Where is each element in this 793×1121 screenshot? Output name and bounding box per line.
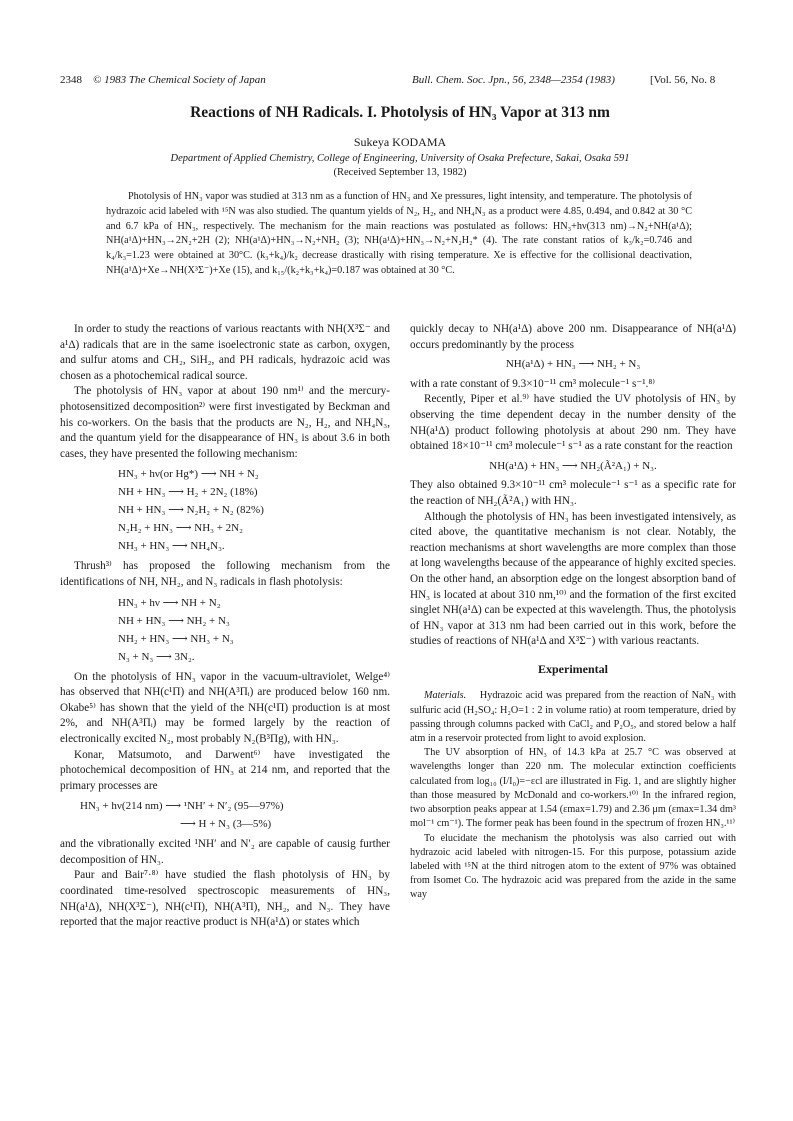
page-number: 2348 <box>60 74 82 86</box>
intro-paragraph-7: Paur and Bair⁷·⁸⁾ have studied the flash photolysis of HN₃ by coordinated time-resolved spectroscopic measurements of HN₃, NH(a¹Δ), NH(X³Σ⁻), NH(c¹Π), NH(A³Π), NH₂, and N₃. They have reported that the major reactive product is NH(a¹Δ) or states which <box>60 869 390 929</box>
volume-info: [Vol. 56, No. 8 <box>650 74 716 86</box>
paper-title: Reactions of NH Radicals. I. Photolysis of HN₃ Vapor at 313 nm <box>190 104 610 121</box>
equation: NH(a¹Δ) + HN₃ ⟶ NH₂ + N₃ <box>505 358 641 371</box>
equation: NH(a¹Δ) + HN₃ ⟶ NH₂(Ã²A₁) + N₃. <box>489 459 657 472</box>
materials-paragraph <box>410 689 736 746</box>
beckman-mechanism <box>60 465 390 555</box>
thrush-mechanism <box>60 594 390 666</box>
right-paragraph-3: Recently, Piper et al.⁹⁾ have studied the UV photolysis of HN₃ by observing the time dependent decay in the number density of the NH(a¹Δ) product following photolysis at about 290 nm. They have obtained 18×10⁻¹¹ cm³ molecule⁻¹ s⁻¹ as a rate constant for the reaction <box>410 393 736 453</box>
journal-citation: Bull. Chem. Soc. Jpn., 56, 2348—2354 (1983) <box>412 74 615 86</box>
equation: NH₂ + HN₃ ⟶ NH₃ + N₃ <box>118 632 234 645</box>
right-column <box>410 322 736 903</box>
equation: NH + HN₃ ⟶ NH₂ + N₃ <box>118 614 230 627</box>
equation: HN₃ + hν ⟶ NH + N₂ <box>118 596 221 609</box>
right-paragraph-4: They also obtained 9.3×10⁻¹¹ cm³ molecule⁻¹ s⁻¹ as a specific rate for the reaction of NH₂(Ã²A₁) with HN₃. <box>410 479 736 507</box>
left-column <box>60 322 390 931</box>
intro-paragraph-2: The photolysis of HN₃ vapor at about 190 nm¹⁾ and the mercury-photosensitized decomposition²⁾ were first investigated by Beckman and his co-workers. On the basis that the products are N₂, H₂, and NH₄N₃, and the quantum yield for the disappearance of HN₃ is about 3.6 in both cases, they have presented the following mechanism: <box>60 385 390 460</box>
equation: NH + HN₃ ⟶ N₂H₂ + N₂ (82%) <box>118 504 264 517</box>
received-date: (Received September 13, 1982) <box>333 167 467 178</box>
intro-paragraph-6: and the vibrationally excited ¹NH′ and N′₂ are capable of causig further decomposition of HN₃. <box>60 838 390 866</box>
equation: NH₃ + HN₃ ⟶ NH₄N₃. <box>118 540 225 553</box>
labeling-paragraph: To elucidate the mechanism the photolysis was also carried out with hydrazoic acid labeled with nitrogen-15. For this purpose, potassium azide labeled with ¹⁵N at the third nitrogen atom to the extent of 97% was obtained from Isomet Co. The hydrazoic acid was prepared from the azide in the same way <box>410 832 736 901</box>
materials-text: Hydrazoic acid was prepared from the reaction of NaN₃ with sulfuric acid (H₂SO₄: H₂O=1 : 2 in volume ratio) at room temperature, dried by passing through columns packed with CaCl₂ and P₂O₅, and stored below a half atm in a reservoir protected from light to avoid explosion. <box>410 690 737 745</box>
equation: NH + HN₃ ⟶ H₂ + 2N₂ (18%) <box>118 486 258 499</box>
equation: HN₃ + hν(or Hg*) ⟶ NH + N₂ <box>118 468 259 481</box>
materials-label: Materials. <box>424 690 467 702</box>
intro-paragraph-1: In order to study the reactions of various reactants with NH(X³Σ⁻ and a¹Δ) radicals that are in the same isoelectronic state as carbon, oxygen, and sulfur atoms and CH₂, SiH₂, and PH radicals, hydrazoic acid was chosen as a photochemical radical source. <box>60 323 390 382</box>
running-header <box>60 74 740 90</box>
equation: HN₃ + hν(214 nm) ⟶ ¹NH′ + N′₂ (95—97%) <box>80 800 284 813</box>
intro-paragraph-4: On the photolysis of HN₃ vapor in the vacuum-ultraviolet, Welge⁴⁾ has observed that NH(c¹Π) and NH(A³Πᵢ) are produced below 160 nm. Okabe⁵⁾ has shown that the yield of the NH(c¹Π) production is at most 2%, and NH(A³Πᵢ) may be formed largely by the reaction of electronically excited N₂, most probably N₂(B³Πg), with HN₃. <box>60 670 390 745</box>
abstract: Photolysis of HN₃ vapor was studied at 313 nm as a function of HN₃ and Xe pressures, light intensity, and temperature. The photolysis of hydrazoic acid labeled with ¹⁵N was also studied. The quantum yields of N₂, H₂, and NH₄N₃ as a product were 4.85, 0.494, and 0.842 at 30 °C and 6.7 kPa of HN₃, respectively. The mechanism for the main reactions was postulated as follows: HN₃+hν(313 nm)→N₂+NH(a¹Δ); NH(a¹Δ)+HN₃→2N₂+2H (2); NH(a¹Δ)+HN₃→N₂+NH₂ (3); NH(a¹Δ)+HN₃→N₂+N₂H₂* (4). The rate constant ratios of k₃/k₂=0.746 and k₄/k₃=1.23 were obtained at 30°C. (k₃+k₄)/k₂ decrease drastically with rising temperature. Xe is effective for the collisional deactivation, NH(a¹Δ)+Xe→NH(X³Σ⁻)+Xe (15), and k₁₅/(k₂+k₃+k₄)=0.187 was obtained at 30 °C. <box>106 191 692 276</box>
konar-mechanism <box>60 797 390 833</box>
right-paragraph-1: quickly decay to NH(a¹Δ) above 200 nm. Disappearance of NH(a¹Δ) occurs predominantly by the process <box>410 323 736 351</box>
right-paragraph-5: Although the photolysis of HN₃ has been investigated intensively, as cited above, the quantitative mechanism is not clear. Notably, the reaction mechanisms at short wavelengths are more complex than those at long wavelengths because of the appearance of highly excited species. On the other hand, an absorption edge on the longest absorption band of HN₃ is located at about 310 nm,¹⁰⁾ and the formation of the first excited singlet NH(a¹Δ) can be expected at this wavelength. Thus, the photolysis of HN₃ vapor at 313 nm had been carried out in this work, before the studies of reactions of NH(a¹Δ and X³Σ⁻) with various reactants. <box>410 510 736 648</box>
right-paragraph-2: with a rate constant of 9.3×10⁻¹¹ cm³ molecule⁻¹ s⁻¹.⁸⁾ <box>410 377 656 390</box>
equation: N₂H₂ + HN₃ ⟶ NH₃ + 2N₂ <box>118 522 243 535</box>
experimental-text <box>410 689 736 902</box>
copyright-notice: © 1983 The Chemical Society of Japan <box>93 74 266 86</box>
intro-paragraph-5: Konar, Matsumoto, and Darwent⁶⁾ have investigated the photochemical decomposition of HN₃ at 214 nm, and reported that the primary processes are <box>60 748 390 792</box>
equation: N₃ + N₃ ⟶ 3N₂. <box>118 650 195 663</box>
equation: ⟶ H + N₃ (3—5%) <box>180 818 272 831</box>
author-name: Sukeya KODAMA <box>353 135 447 149</box>
section-heading-experimental: Experimental <box>538 661 608 676</box>
intro-paragraph-3: Thrush³⁾ has proposed the following mechanism from the identifications of NH, NH₂, and N₃ radicals in flash photolysis: <box>60 560 390 588</box>
author-affiliation: Department of Applied Chemistry, College of Engineering, University of Osaka Prefecture, Sakai, Osaka 591 <box>170 153 630 164</box>
uv-absorption-paragraph: The UV absorption of HN₃ of 14.3 kPa at 25.7 °C was observed at wavelengths longer than 220 nm. The molecular extinction coefficients calculated from log₁₀ (I/I₀)=−εcl are illustrated in Fig. 1, and are slightly higher than those measured by McDonald and co-workers.¹⁰⁾ In the infrared region, two absorption peaks appear at 1.54 (εmax=1.79) and 2.36 μm (εmax=1.34 dm³ mol⁻¹ cm⁻¹). The former peak has been found in the spectrum of frozen HN₃.¹¹⁾ <box>410 747 736 830</box>
